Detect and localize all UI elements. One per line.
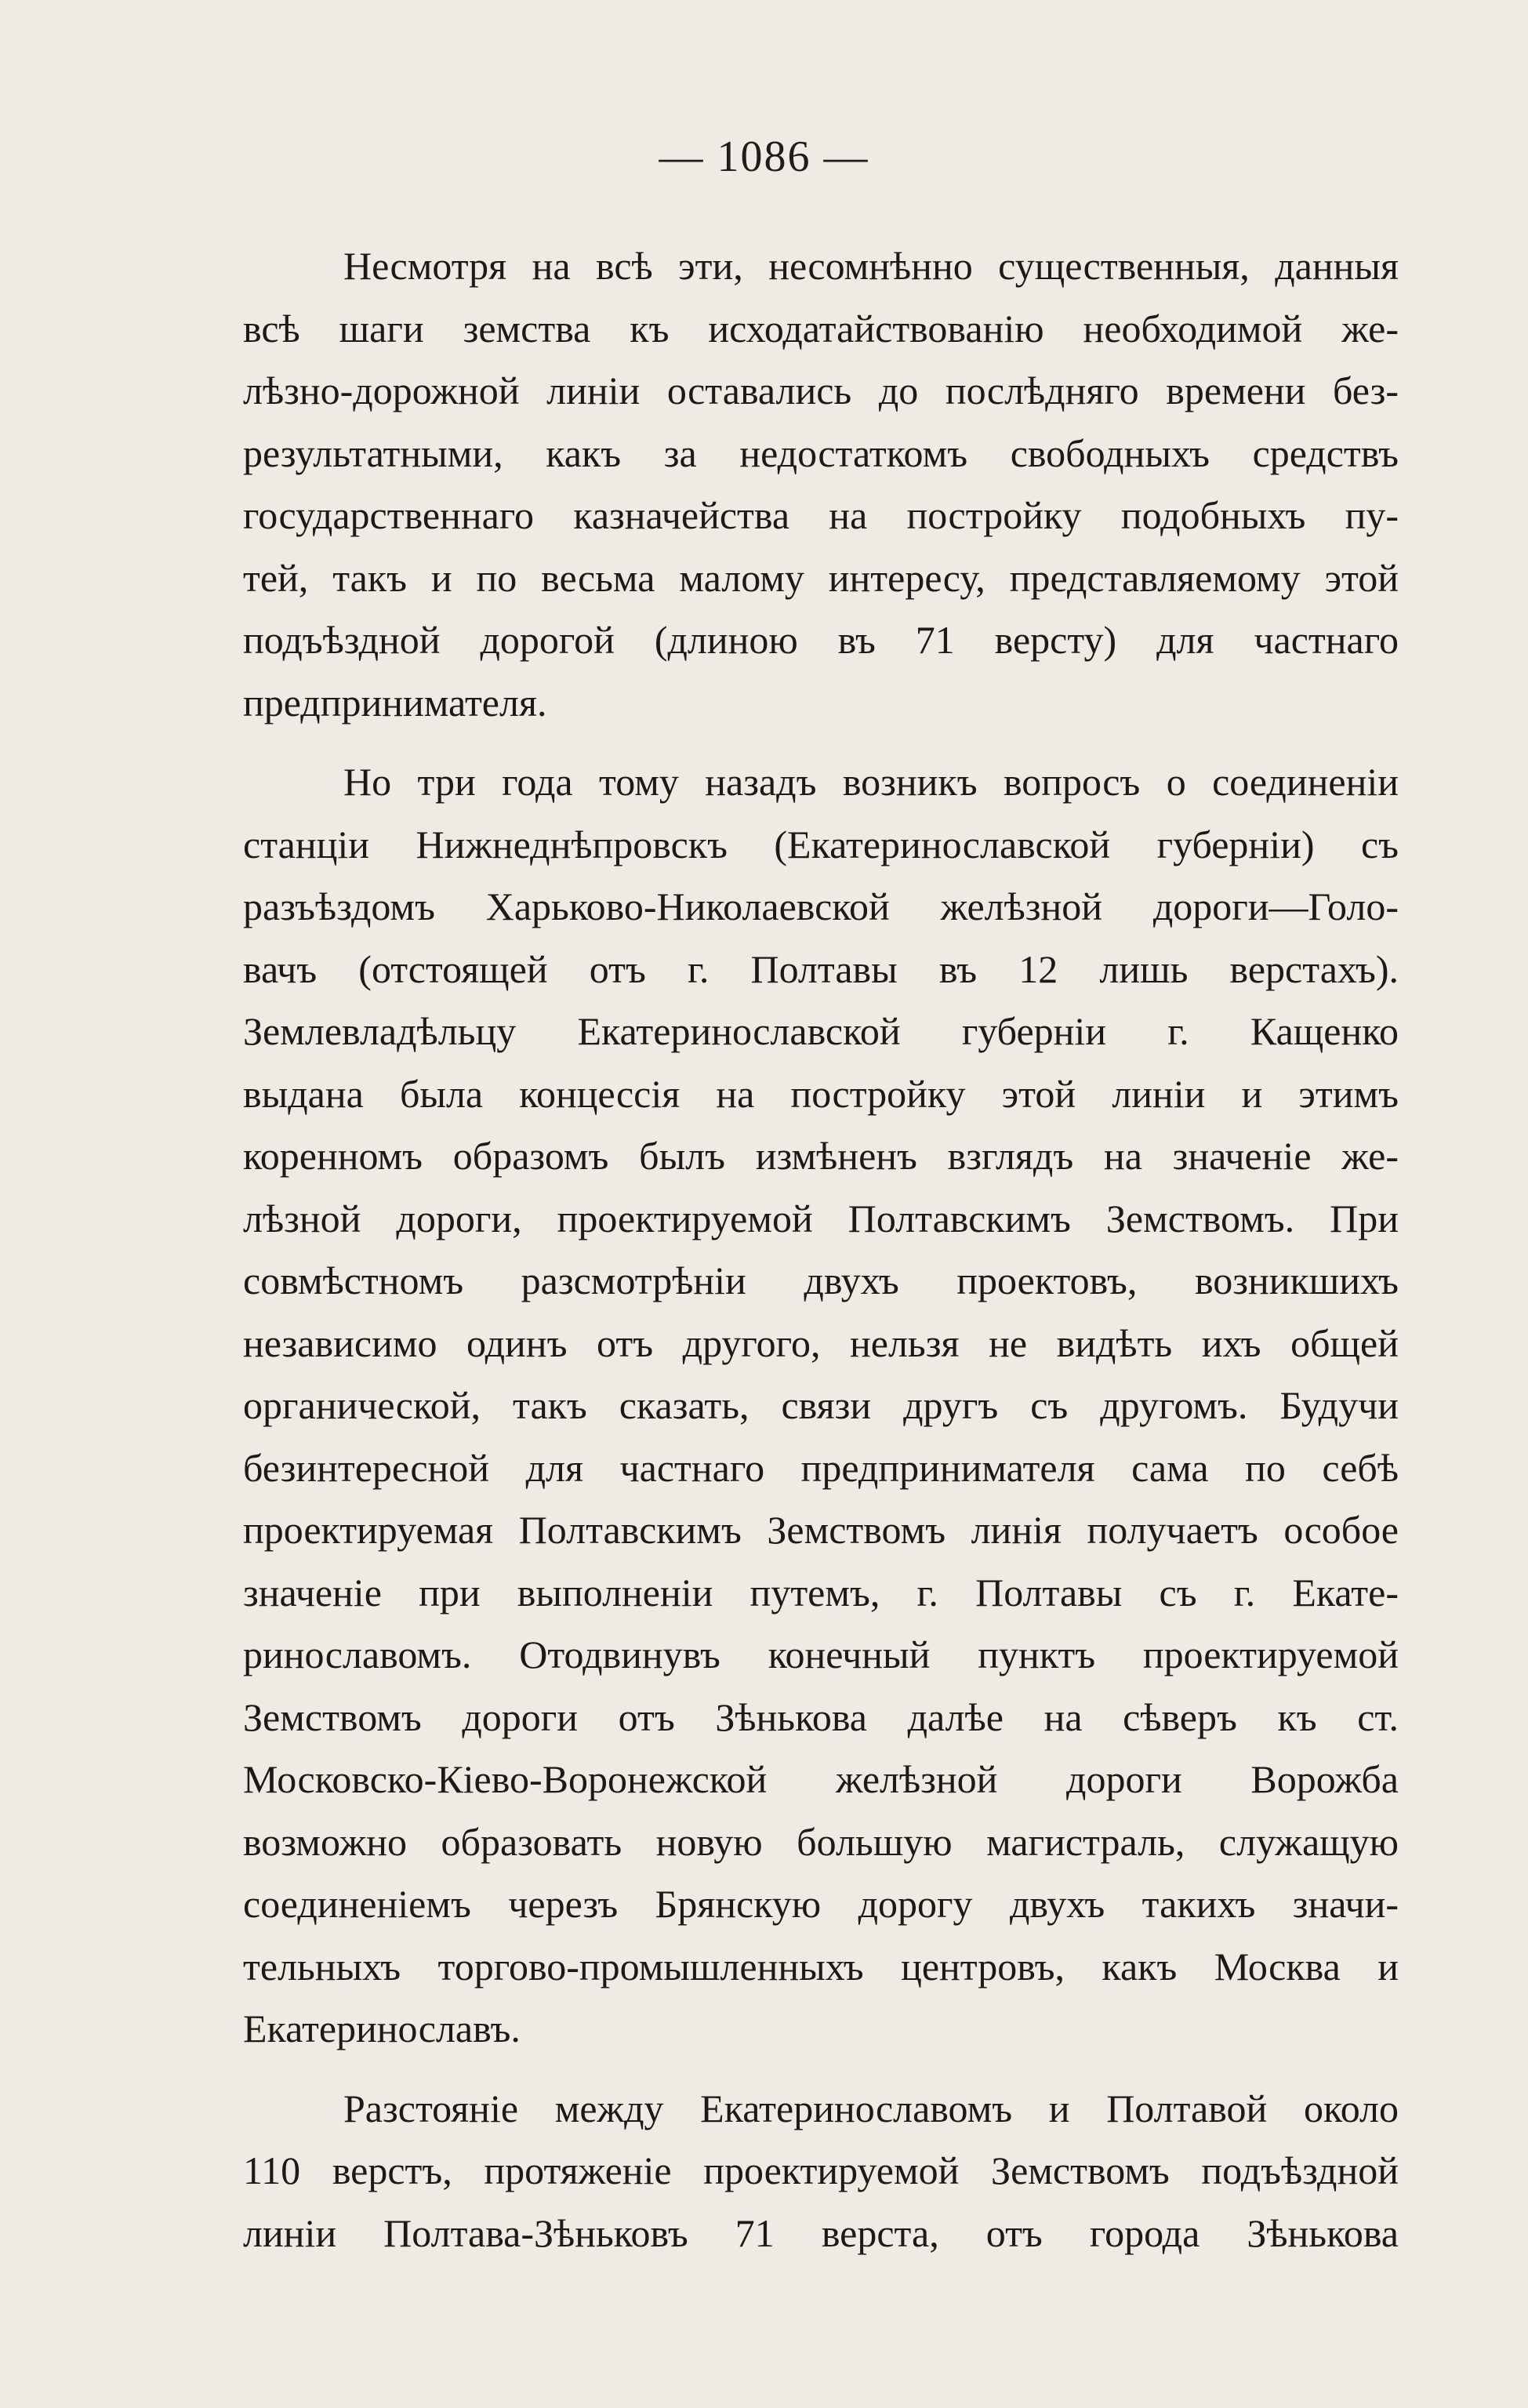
text-line: независимо одинъ отъ другого, нельзя не видѣть ихъ общей [243, 1320, 1399, 1365]
paragraph [243, 2078, 1399, 2265]
text-line: Московско-Кіево-Воронежской желѣзной дороги Ворожба [243, 1757, 1399, 1801]
text-line: Земствомъ дороги отъ Зѣнькова далѣе на сѣверъ къ ст. [243, 1694, 1399, 1739]
text-line: Землевладѣльцу Екатеринославской губерніи г. Кащенко [243, 1009, 1399, 1053]
text-line: безинтересной для частнаго предпринимателя сама по себѣ [243, 1445, 1399, 1490]
text-line: возможно образовать новую большую магистраль, служащую [243, 1819, 1399, 1864]
text-line: лѣзно-дорожной линіи оставались до послѣдняго времени без- [243, 369, 1399, 412]
text-line: разъѣздомъ Харьково-Николаевской желѣзной дороги—Голо- [243, 884, 1399, 928]
body-text [243, 235, 1399, 2282]
text-line: предпринимателя. [243, 680, 547, 725]
text-line: всѣ шаги земства къ исходатайствованію необходимой же- [243, 306, 1399, 350]
text-line: Екатеринославъ. [243, 2007, 521, 2050]
text-line: станціи Нижнеднѣпровскъ (Екатеринославской губерніи) съ [243, 822, 1399, 866]
text-line: лѣзной дороги, проектируемой Полтавскимъ Земствомъ. При [243, 1196, 1399, 1240]
text-line: тельныхъ торгово-промышленныхъ центровъ, какъ Москва и [243, 1944, 1399, 1989]
text-line: проектируемая Полтавскимъ Земствомъ линія получаетъ особое [243, 1508, 1399, 1552]
text-line: значеніе при выполненіи путемъ, г. Полтавы съ г. Екате- [243, 1570, 1399, 1614]
text-line: соединеніемъ черезъ Брянскую дорогу двухъ такихъ значи- [243, 1882, 1399, 1926]
text-line: Но три года тому назадъ возникъ вопросъ о соединеніи [343, 760, 1399, 804]
text-line: ринославомъ. Отодвинувъ конечный пунктъ проектируемой [243, 1633, 1399, 1676]
paragraph [243, 751, 1399, 2061]
text-line: 110 верстъ, протяженіе проектируемой Земствомъ подъѣздной [243, 2148, 1399, 2192]
text-line: органической, такъ сказать, связи другъ съ другомъ. Будучи [243, 1383, 1399, 1427]
text-line: Разстояніе между Екатеринославомъ и Полтавой около [343, 2086, 1399, 2130]
paragraph [243, 235, 1399, 734]
text-line: совмѣстномъ разсмотрѣніи двухъ проектовъ, возникшихъ [243, 1258, 1399, 1302]
text-line: государственнаго казначейства на постройку подобныхъ пу- [243, 493, 1399, 537]
text-line: тей, такъ и по весьма малому интересу, представляемому этой [243, 555, 1399, 600]
text-line: подъѣздной дорогой (длиною въ 71 версту) для частнаго [243, 618, 1399, 662]
text-line: Несмотря на всѣ эти, несомнѣнно существенныя, данныя [343, 244, 1399, 288]
text-line: выдана была концессія на постройку этой линіи и этимъ [243, 1071, 1399, 1116]
text-line: результатными, какъ за недостаткомъ свободныхъ средствъ [243, 430, 1399, 475]
text-line: линіи Полтава-Зѣньковъ 71 верста, отъ города Зѣнькова [243, 2210, 1399, 2255]
page-number: — 1086 — [659, 133, 869, 181]
text-line: коренномъ образомъ былъ измѣненъ взглядъ на значеніе же- [243, 1134, 1399, 1178]
text-line: вачъ (отстоящей отъ г. Полтавы въ 12 лишь верстахъ). [243, 946, 1399, 991]
